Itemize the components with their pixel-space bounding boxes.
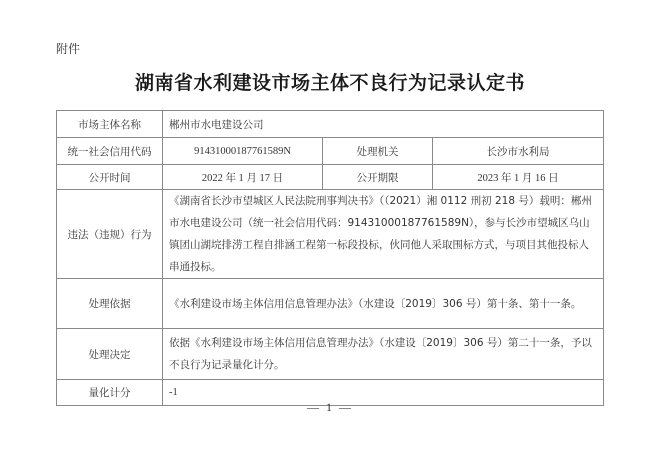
page-number: — 1 — xyxy=(307,400,353,414)
record-table xyxy=(56,110,604,406)
credit-code-label: 统一社会信用代码 xyxy=(57,138,163,165)
attachment-label: 附件 xyxy=(56,42,81,56)
market-entity-name-value: 郴州市水电建设公司 xyxy=(163,111,604,138)
publish-date-label: 公开时间 xyxy=(57,165,163,190)
table-row-credit-code xyxy=(57,138,604,165)
handling-authority-label: 处理机关 xyxy=(323,138,433,165)
table-row-decision xyxy=(57,329,604,380)
handling-authority-value: 长沙市水利局 xyxy=(433,138,604,165)
table-row-violation xyxy=(57,190,604,279)
table-row-market-entity xyxy=(57,111,604,138)
decision-value: 依据《水利建设市场主体信用信息管理办法》（水建设〔2019〕306 号）第二十一条，予以不良行为记录量化计分。 xyxy=(163,329,604,380)
score-value: -1 xyxy=(163,380,604,406)
decision-label: 处理决定 xyxy=(57,329,163,380)
document-title: 湖南省水利建设市场主体不良行为记录认定书 xyxy=(134,72,525,94)
violation-label: 违法（违规）行为 xyxy=(57,190,163,279)
table-row-publish xyxy=(57,165,604,190)
violation-value: 《湖南省长沙市望城区人民法院刑事判决书》（（2021）湘 0112 刑初 218 号）载明：郴州市水电建设公司（统一社会信用代码：91431000187761589N），参与长沙市望城区乌山镇团山湖垸排涝工程自排涵工程第一标段投标，伙同他人采取围标方式，与项目其他投标人串通投标。 xyxy=(163,190,604,279)
table-row-basis xyxy=(57,279,604,329)
market-entity-name-label: 市场主体名称 xyxy=(57,111,163,138)
basis-label: 处理依据 xyxy=(57,279,163,329)
basis-value: 《水利建设市场主体信用信息管理办法》（水建设〔2019〕306 号）第十条、第十一条。 xyxy=(163,279,604,329)
score-label: 量化计分 xyxy=(57,380,163,406)
publish-deadline-value: 2023 年 1 月 16 日 xyxy=(433,165,604,190)
publish-date-value: 2022 年 1 月 17 日 xyxy=(163,165,323,190)
publish-deadline-label: 公开期限 xyxy=(323,165,433,190)
credit-code-value: 91431000187761589N xyxy=(163,138,323,165)
